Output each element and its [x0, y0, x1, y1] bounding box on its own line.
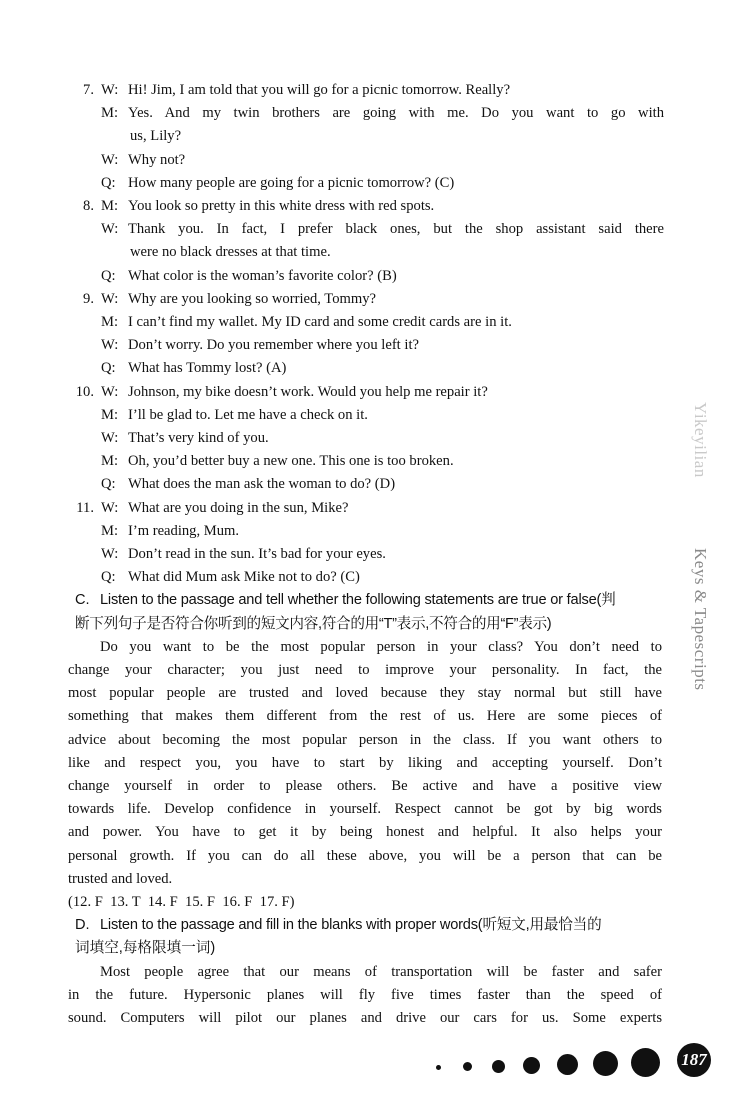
- dialogue-text: I’ll be glad to. Let me have a check on it.: [128, 406, 368, 423]
- section-c-passage-line: Do you want to be the most popular person in your class? You don’t need to: [100, 638, 662, 655]
- dialogue-text: That’s very kind of you.: [128, 430, 269, 446]
- section-d-heading: 词填空,每格限填一词): [75, 940, 216, 957]
- speaker-label: Q:: [101, 476, 116, 493]
- dialogue-text: What has Tommy lost? (A): [128, 360, 287, 377]
- dot-3: [492, 1060, 505, 1073]
- section-c-passage-line: like and respect you, you have to start by liking and accepting yourself. Don’t: [68, 754, 662, 771]
- section-d-passage-line: Most people agree that our means of transportation will be faster and safer: [100, 963, 662, 980]
- speaker-label: Q:: [101, 174, 116, 191]
- dialogue-text: I can’t find my wallet. My ID card and some credit cards are in it.: [128, 314, 512, 330]
- section-c-heading: Listen to the passage and tell whether the following statements are true or false(判: [100, 592, 616, 609]
- section-c-passage-line: and power. You have to get it by being honest and helpful. It also helps your: [68, 824, 662, 841]
- question-number: 8.: [83, 198, 94, 214]
- dialogue-text: Johnson, my bike doesn’t work. Would you help me repair it?: [128, 383, 488, 400]
- speaker-label: W:: [101, 430, 119, 446]
- speaker-label: W:: [101, 221, 119, 238]
- section-c-passage-line: advice about becoming the most popular person in the class. If you want others to: [68, 731, 662, 748]
- page-number: 187: [677, 1043, 711, 1077]
- dot-1: [436, 1065, 441, 1070]
- section-c-heading: 断下列句子是否符合你听到的短文内容,符合的用“T”表示,不符合的用“F”表示): [75, 615, 552, 632]
- dot-2: [463, 1062, 472, 1071]
- dialogue-text: I’m reading, Mum.: [128, 522, 240, 539]
- section-c-passage-line: change your character; you just need to improve your personality. In fact, the: [68, 662, 662, 678]
- section-c-passage-line: change yourself in order to please others. Be active and have a positive view: [68, 778, 662, 794]
- section-c-passage-line: most popular people are trusted and loved because they stay normal but still have: [68, 685, 662, 702]
- dialogue-text: What are you doing in the sun, Mike?: [128, 499, 349, 516]
- section-c-passage-line: personal growth. If you can do all these above, you will be a person that can be: [68, 847, 662, 864]
- dot-6: [593, 1051, 618, 1076]
- dialogue-text: Why are you looking so worried, Tommy?: [128, 290, 376, 307]
- side-tab-lower-text: Keys & Tapescripts: [691, 548, 710, 691]
- speaker-label: W:: [101, 151, 119, 168]
- dot-4: [523, 1057, 540, 1074]
- dialogue-text: Why not?: [128, 151, 186, 168]
- speaker-label: M:: [101, 453, 119, 470]
- speaker-label: W:: [101, 383, 119, 400]
- speaker-label: W:: [101, 290, 119, 307]
- speaker-label: W:: [101, 337, 119, 354]
- section-d-passage-line: sound. Computers will pilot our planes and drive our cars for us. Some experts: [68, 1010, 662, 1026]
- speaker-label: M:: [101, 406, 119, 423]
- section-d-label: D.: [75, 917, 90, 934]
- question-number: 9.: [83, 290, 94, 307]
- dialogue-text: What color is the woman’s favorite color? (B): [128, 267, 397, 284]
- speaker-label: W:: [101, 499, 119, 516]
- dot-5: [557, 1054, 578, 1075]
- dialogue-text: Oh, you’d better buy a new one. This one is too broken.: [128, 453, 454, 470]
- dialogue-text: You look so pretty in this white dress with red spots.: [128, 198, 435, 214]
- speaker-label: Q:: [101, 267, 116, 284]
- speaker-label: Q:: [101, 569, 116, 586]
- speaker-label: Q:: [101, 360, 116, 377]
- question-number: 11.: [76, 499, 94, 516]
- section-c-passage-line: towards life. Develop confidence in yourself. Respect cannot be got by big words: [68, 801, 662, 818]
- section-c-passage-line: something that makes them different from the rest of us. Here are some pieces of: [68, 708, 662, 725]
- dialogue-text: were no black dresses at that time.: [130, 244, 331, 261]
- question-number: 7.: [83, 82, 94, 98]
- section-d-passage-line: in the future. Hypersonic planes will fly five times faster than the speed of: [68, 986, 662, 1003]
- dialogue-text: What does the man ask the woman to do? (D): [128, 476, 396, 493]
- side-tab-upper-text: Yikeyilian: [691, 402, 710, 478]
- dialogue-text: What did Mum ask Mike not to do? (C): [128, 569, 360, 586]
- dialogue-text: Yes. And my twin brothers are going with me. Do you want to go with: [128, 105, 664, 122]
- dialogue-text: How many people are going for a picnic tomorrow? (C): [128, 174, 455, 191]
- speaker-label: M:: [101, 314, 119, 330]
- dialogue-text: Hi! Jim, I am told that you will go for a picnic tomorrow. Really?: [128, 82, 511, 98]
- section-c-passage-line: trusted and loved.: [68, 870, 173, 887]
- speaker-label: M:: [101, 522, 119, 539]
- dialogue-text: Thank you. In fact, I prefer black ones, but the shop assistant said there: [128, 221, 664, 238]
- speaker-label: M:: [101, 105, 119, 122]
- dialogue-text: Don’t read in the sun. It’s bad for your eyes.: [128, 546, 386, 562]
- section-c-answers: (12. F 13. T 14. F 15. F 16. F 17. F): [68, 894, 295, 910]
- section-d-heading: Listen to the passage and fill in the blanks with proper words(听短文,用最恰当的: [100, 917, 602, 934]
- speaker-label: W:: [101, 82, 119, 98]
- speaker-label: M:: [101, 198, 119, 214]
- speaker-label: W:: [101, 546, 119, 562]
- section-c-label: C.: [75, 592, 90, 609]
- dialogue-text: Don’t worry. Do you remember where you left it?: [128, 337, 419, 354]
- question-number: 10.: [75, 383, 94, 400]
- dot-7: [631, 1048, 660, 1077]
- dialogue-text: us, Lily?: [130, 128, 182, 145]
